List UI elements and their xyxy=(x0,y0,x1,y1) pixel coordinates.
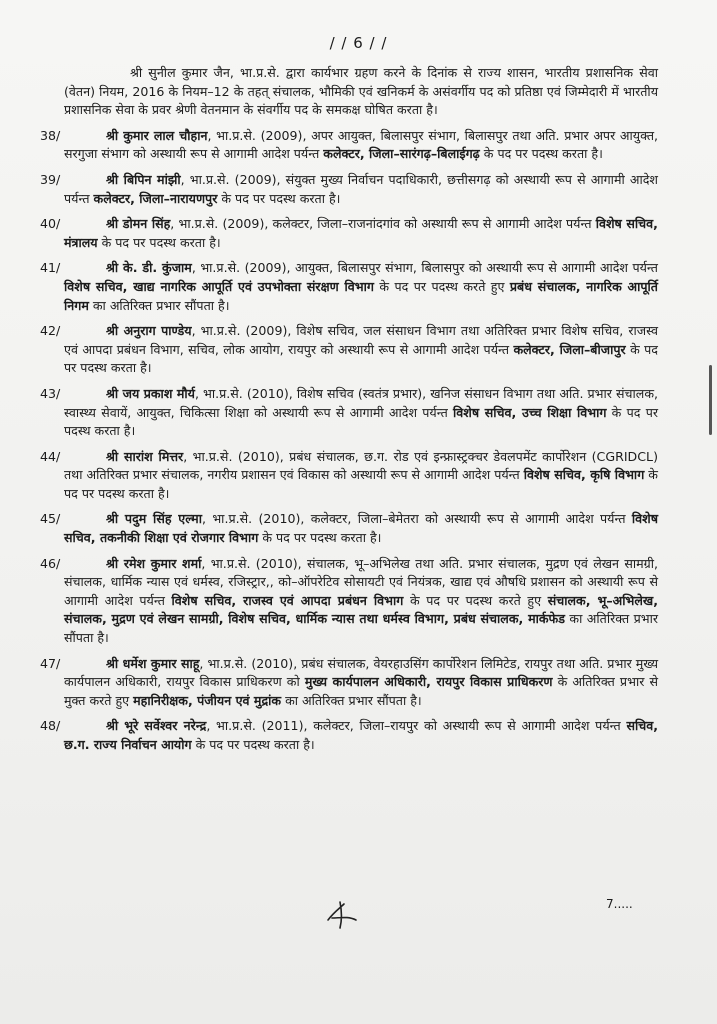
document-body xyxy=(40,64,659,762)
posting-title: विशेष सचिव, कृषि विभाग xyxy=(523,467,645,483)
entry-text: , भा.प्र.से. (2009), अपर आयुक्त, बिलासपुर संभाग, बिलासपुर तथा अति. प्रभार अपर आयुक्त, सरगुजा संभाग को अस्थायी रूप से आगामी आदेश पर्यन्त xyxy=(64,127,659,162)
order-entry xyxy=(40,171,658,208)
officer-name: श्री जय प्रकाश मौर्य xyxy=(106,385,195,401)
entry-text: का अतिरिक्त प्रभार सौंपता है। xyxy=(64,611,659,646)
entry-number: 38/ xyxy=(40,127,61,143)
entry-number: 41/ xyxy=(40,260,61,276)
order-entry xyxy=(40,510,658,547)
posting-title: विशेष सचिव, तकनीकी शिक्षा एवं रोजगार विभाग xyxy=(64,511,658,546)
entry-text: के पद पर पदस्थ करता है। xyxy=(64,404,658,439)
entry-text: , भा.प्र.से. (2009), संयुक्त मुख्य निर्वाचन पदाधिकारी, छत्तीसगढ़ को अस्थायी रूप से आगामी आदेश पर्यन्त xyxy=(64,171,658,206)
entry-number: 48/ xyxy=(40,718,61,734)
entry-text: , भा.प्र.से. (2011), कलेक्टर, जिला–रायपुर को अस्थायी रूप से आगामी आदेश पर्यन्त xyxy=(206,718,627,734)
entry-text: , भा.प्र.से. (2009), कलेक्टर, जिला–राजनांदगांव को अस्थायी रूप से आगामी आदेश पर्यन्त xyxy=(170,216,596,232)
page-number-header: / / 6 / / xyxy=(329,34,388,52)
officer-name: श्री पदुम सिंह एल्मा xyxy=(106,511,202,527)
entries-list xyxy=(40,127,659,755)
order-entry xyxy=(40,655,659,711)
officer-name: श्री धर्मेश कुमार साहू xyxy=(106,655,200,671)
officer-name: श्री डोमन सिंह xyxy=(106,216,171,232)
entry-number: 45/ xyxy=(40,511,61,527)
order-entry xyxy=(40,555,659,648)
additional-charge-title: संचालक, भू–अभिलेख, संचालक, मुद्रण एवं लेखन सामग्री, विशेष सचिव, धार्मिक न्यास तथा धर्मस्व विभाग, प्रबंध संचालक, मार्कफेड xyxy=(64,592,658,627)
additional-charge-title: प्रबंध संचालक, नागरिक आपूर्ति निगम xyxy=(64,278,658,313)
order-entry xyxy=(40,385,659,441)
posting-title: विशेष सचिव, राजस्व एवं आपदा प्रबंधन विभाग xyxy=(171,592,404,608)
entry-text: , भा.प्र.से. (2010), संचालक, भू–अभिलेख तथा अति. प्रभार संचालक, मुद्रण एवं लेखन सामग्री, संचालक, धार्मिक न्यास एवं धर्मस्व, रजिस्ट्रार,, को–ऑपरेटिव सोसायटी एवं नियंत्रक, खाद्य एवं औषधि प्रशासन को अस्थायी रूप से आगामी आदेश पर्यन्त xyxy=(64,555,658,608)
officer-name: श्री बिपिन मांझी xyxy=(106,171,181,187)
order-entry xyxy=(40,717,658,754)
entry-number: 42/ xyxy=(40,323,61,339)
entry-text: के अतिरिक्त प्रभार से मुक्त करते हुए xyxy=(64,674,658,708)
entry-number: 46/ xyxy=(40,555,61,571)
order-entry xyxy=(40,215,658,252)
signature-mark xyxy=(322,898,362,932)
officer-name: श्री भूरे सर्वेश्वर नरेन्द्र xyxy=(106,718,207,734)
posting-title: विशेष सचिव, खाद्य नागरिक आपूर्ति एवं उपभोक्ता संरक्षण विभाग xyxy=(64,278,374,294)
posting-title: मुख्य कार्यपालन अधिकारी, रायपुर विकास प्राधिकरण xyxy=(304,674,553,690)
entry-number: 39/ xyxy=(40,171,61,187)
posting-title: सचिव, छ.ग. राज्य निर्वाचन आयोग xyxy=(64,718,658,752)
entry-text: के पद पर पदस्थ करता है। xyxy=(258,530,382,546)
entry-text: , भा.प्र.से. (2010), कलेक्टर, जिला–बेमेतरा को अस्थायी रूप से आगामी आदेश पर्यन्त xyxy=(201,511,632,527)
officer-name: श्री सारांश मित्तर xyxy=(106,448,184,464)
entry-text: के पद पर पदस्थ करता है। xyxy=(64,341,658,376)
next-page-indicator: 7..... xyxy=(606,897,633,911)
order-entry xyxy=(40,322,658,378)
officer-name: श्री रमेश कुमार शर्मा xyxy=(106,555,202,571)
scrollbar-thumb[interactable] xyxy=(709,365,712,435)
entry-text: का अतिरिक्त प्रभार सौंपता है। xyxy=(88,297,230,313)
officer-name: श्री कुमार लाल चौहान xyxy=(106,127,208,143)
entry-text: के पद पर पदस्थ करता है। xyxy=(191,737,315,752)
entry-text: , भा.प्र.से. (2010), प्रबंध संचालक, छ.ग. रोड एवं इन्फ्रास्ट्रक्चर डेवलपमेंट कार्पोरेशन (CGRIDCL) तथा अतिरिक्त प्रभार संचालक, नगरीय प्रशासन एवं विकास को अस्थायी रूप से आगामी आदेश पर्यन्त xyxy=(64,448,658,483)
entry-text: , भा.प्र.से. (2010), विशेष सचिव (स्वतंत्र प्रभार), खनिज संसाधन विभाग तथा अति. प्रभार संचालक, स्वास्थ्य सेवायें, आयुक्त, चिकित्सा शिक्षा को अस्थायी रूप से आगामी आदेश पर्यन्त xyxy=(64,385,659,420)
entry-text: , भा.प्र.से. (2009), आयुक्त, बिलासपुर संभाग, बिलासपुर को अस्थायी रूप से आगामी आदेश पर्यन्त xyxy=(191,260,658,276)
entry-text: के पद पर पदस्थ करते हुए xyxy=(373,278,510,294)
intro-paragraph: श्री सुनील कुमार जैन, भा.प्र.से. द्वारा कार्यभार ग्रहण करने के दिनांक से राज्य शासन, भारतीय प्रशासनिक सेवा (वेतन) नियम, 2016 के नियम–12 के तहत् संचालक, भौमिकी एवं खनिकर्म के असंवर्गीय पद को प्रतिष्ठा एवं जिम्मेदारी में भारतीय प्रशासनिक सेवा के प्रवर श्रेणी वेतनमान के संवर्गीय पद के समकक्ष घोषित करता है। xyxy=(64,65,658,118)
posting-title: विशेष सचिव, मंत्रालय xyxy=(64,216,658,250)
order-entry xyxy=(40,448,658,504)
officer-name: श्री अनुराग पाण्डेय xyxy=(106,323,192,339)
entry-text: के पद पर पदस्थ करता है। xyxy=(97,234,221,250)
entry-text: , भा.प्र.से. (2010), प्रबंध संचालक, वेयरहाउसिंग कार्पोरेशन लिमिटेड, रायपुर तथा अति. प्रभार मुख्य कार्यपालन अधिकारी, रायपुर विकास प्राधिकरण को xyxy=(64,655,659,690)
posting-title: कलेक्टर, जिला–बीजापुर xyxy=(513,341,626,357)
entry-number: 43/ xyxy=(40,385,61,401)
posting-title: कलेक्टर, जिला–सारंगढ़–बिलाईगढ़ xyxy=(323,146,480,162)
entry-text: के पद पर पदस्थ करते हुए xyxy=(403,592,548,608)
entry-text: के पद पर पदस्थ करता है। xyxy=(479,146,603,162)
entry-text: का अतिरिक्त प्रभार सौंपता है। xyxy=(281,692,422,708)
entry-number: 47/ xyxy=(40,655,61,671)
officer-name: श्री के. डी. कुंजाम xyxy=(106,260,192,276)
posting-title: विशेष सचिव, उच्च शिक्षा विभाग xyxy=(453,404,607,420)
entry-number: 40/ xyxy=(40,216,61,232)
entry-text: के पद पर पदस्थ करता है। xyxy=(64,467,658,501)
order-entry xyxy=(40,127,659,164)
entry-text: के पद पर पदस्थ करता है। xyxy=(217,190,341,206)
order-entry xyxy=(40,259,658,315)
entry-text: , भा.प्र.से. (2009), विशेष सचिव, जल संसाधन विभाग तथा अतिरिक्त प्रभार विशेष सचिव, राजस्व एवं आपदा प्रबंधन विभाग, सचिव, लोक आयोग, रायपुर को अस्थायी रूप से आगामी आदेश पर्यन्त xyxy=(64,323,658,357)
entry-number: 44/ xyxy=(40,448,61,464)
additional-charge-title: महानिरीक्षक, पंजीयन एवं मुद्रांक xyxy=(133,692,282,708)
posting-title: कलेक्टर, जिला–नारायणपुर xyxy=(93,190,218,206)
